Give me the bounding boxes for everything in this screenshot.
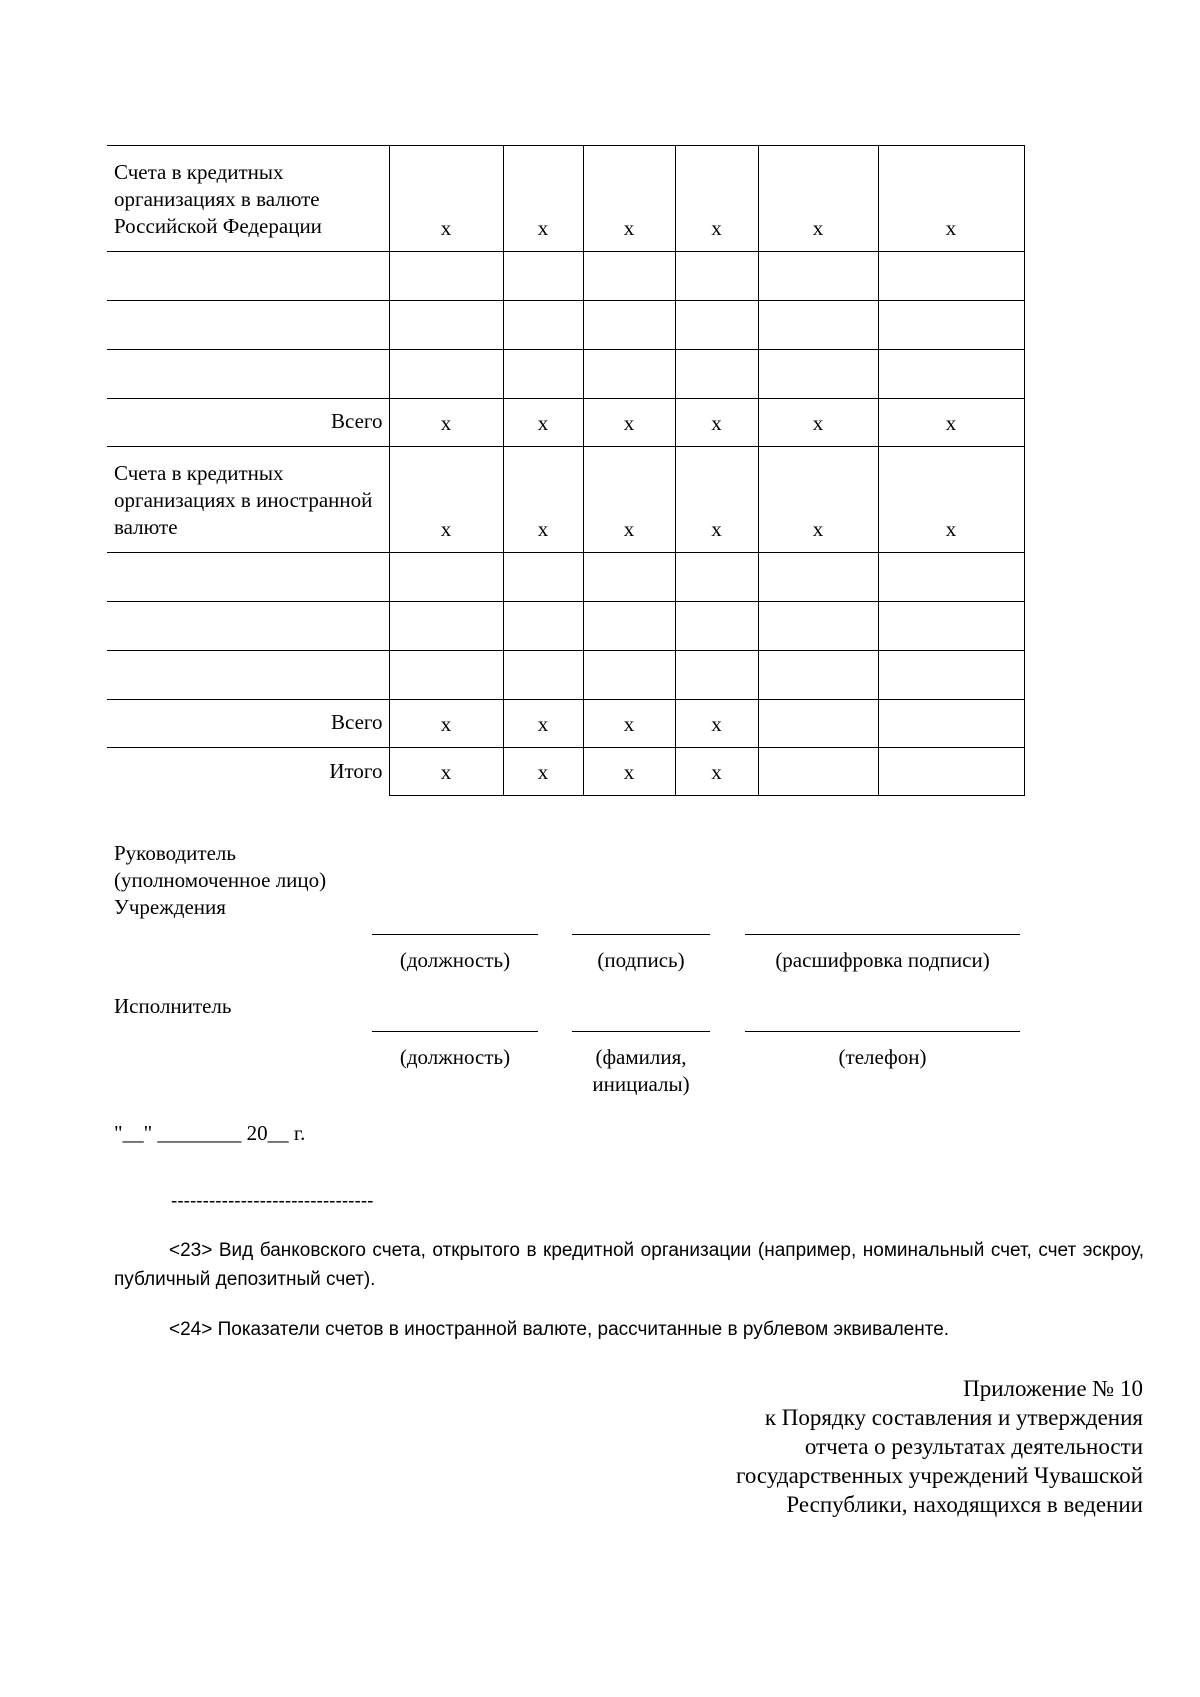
table-cell: x <box>503 748 583 796</box>
head-decoding-line <box>745 934 1020 935</box>
table-section-row <box>107 146 1024 252</box>
table-cell: x <box>503 399 583 447</box>
exec-name-line <box>572 1031 710 1032</box>
row-label: Итого <box>107 748 389 796</box>
table-cell: x <box>675 447 758 553</box>
table-cell: x <box>758 146 878 252</box>
table-empty-row <box>107 301 1024 350</box>
table-cell <box>758 350 878 399</box>
exec-phone-line <box>745 1031 1020 1032</box>
table-cell <box>878 748 1024 796</box>
table-cell <box>758 301 878 350</box>
table-cell: x <box>758 399 878 447</box>
table-cell: x <box>675 700 758 748</box>
accounts-table-body <box>107 146 1024 796</box>
table-cell <box>878 252 1024 301</box>
table-cell <box>758 252 878 301</box>
table-cell <box>758 748 878 796</box>
table-cell <box>389 553 503 602</box>
table-cell: x <box>675 399 758 447</box>
table-cell <box>389 301 503 350</box>
table-cell <box>503 301 583 350</box>
appendix-heading <box>736 1374 1143 1519</box>
appendix-line-1: Приложение № 10 <box>963 1376 1143 1401</box>
table-cell: x <box>878 447 1024 553</box>
table-cell <box>758 651 878 700</box>
table-total-row <box>107 399 1024 447</box>
table-cell: x <box>389 748 503 796</box>
table-cell <box>675 252 758 301</box>
exec-caption-name-2: инициалы) <box>592 1072 690 1096</box>
table-cell <box>389 252 503 301</box>
table-cell <box>878 651 1024 700</box>
table-section-row <box>107 447 1024 553</box>
table-cell <box>583 252 675 301</box>
table-cell: x <box>503 447 583 553</box>
table-cell: x <box>878 399 1024 447</box>
table-empty-row <box>107 651 1024 700</box>
table-cell: x <box>389 146 503 252</box>
row-label <box>107 602 389 651</box>
head-signature-line <box>572 934 710 935</box>
table-empty-row <box>107 602 1024 651</box>
appendix-line-3: отчета о результатах деятельности <box>804 1434 1143 1459</box>
table-total-row <box>107 748 1024 796</box>
table-cell <box>878 700 1024 748</box>
row-label: Всего <box>107 399 389 447</box>
exec-caption-position: (должность) <box>399 1045 511 1069</box>
table-cell <box>503 651 583 700</box>
row-label: Счета в кредитных организациях в иностранной валюте <box>107 447 389 553</box>
table-empty-row <box>107 252 1024 301</box>
table-cell: x <box>583 748 675 796</box>
date-line: "__" ________ 20__ г. <box>114 1121 306 1145</box>
table-cell <box>583 602 675 651</box>
exec-caption-phone: (телефон) <box>838 1045 927 1069</box>
row-label: Счета в кредитных организациях в валюте Российской Федерации <box>107 146 389 252</box>
head-label-line-2: (уполномоченное лицо) <box>114 868 327 892</box>
exec-caption-name-1: (фамилия, <box>595 1045 687 1069</box>
table-cell <box>503 252 583 301</box>
table-cell <box>389 651 503 700</box>
table-cell: x <box>583 447 675 553</box>
footnote-23: <23> Вид банковского счета, открытого в кредитной организации (например, номинальный счет, счет эскроу, публичный депозитный счет). <box>114 1240 1144 1290</box>
table-cell: x <box>389 447 503 553</box>
head-label-line-1: Руководитель <box>114 841 236 865</box>
table-total-row <box>107 700 1024 748</box>
appendix-line-5: Республики, находящихся в ведении <box>786 1492 1143 1517</box>
head-label-line-3: Учреждения <box>114 895 226 919</box>
table-empty-row <box>107 350 1024 399</box>
table-cell: x <box>675 748 758 796</box>
table-cell <box>389 602 503 651</box>
executor-label: Исполнитель <box>114 994 232 1018</box>
appendix-line-2: к Порядку составления и утверждения <box>764 1405 1143 1430</box>
table-cell <box>583 301 675 350</box>
table-cell <box>878 350 1024 399</box>
table-cell <box>503 602 583 651</box>
table-cell <box>675 350 758 399</box>
table-cell: x <box>503 700 583 748</box>
head-position-line <box>372 934 538 935</box>
table-cell <box>675 553 758 602</box>
table-cell <box>758 553 878 602</box>
footnote-separator: -------------------------------- <box>171 1191 374 1212</box>
table-cell: x <box>675 146 758 252</box>
accounts-table <box>107 145 1025 796</box>
table-cell <box>758 700 878 748</box>
table-cell <box>878 602 1024 651</box>
row-label <box>107 301 389 350</box>
table-cell <box>878 301 1024 350</box>
table-cell <box>675 301 758 350</box>
exec-position-line <box>372 1031 538 1032</box>
table-cell: x <box>758 447 878 553</box>
table-cell <box>675 651 758 700</box>
table-cell <box>503 553 583 602</box>
footnote-24: <24> Показатели счетов в иностранной валюте, рассчитанные в рублевом эквиваленте. <box>169 1319 950 1340</box>
head-caption-decoding: (расшифровка подписи) <box>775 948 990 972</box>
table-cell <box>503 350 583 399</box>
table-cell <box>675 602 758 651</box>
table-cell <box>878 553 1024 602</box>
row-label <box>107 252 389 301</box>
table-cell <box>758 602 878 651</box>
table-cell: x <box>583 146 675 252</box>
table-cell: x <box>389 700 503 748</box>
table-cell <box>583 350 675 399</box>
head-caption-position: (должность) <box>399 948 511 972</box>
table-cell <box>583 553 675 602</box>
row-label <box>107 350 389 399</box>
head-caption-signature: (подпись) <box>597 948 685 972</box>
table-cell: x <box>583 399 675 447</box>
table-cell <box>389 350 503 399</box>
table-cell: x <box>878 146 1024 252</box>
row-label <box>107 651 389 700</box>
table-cell: x <box>389 399 503 447</box>
table-cell <box>583 651 675 700</box>
row-label: Всего <box>107 700 389 748</box>
table-cell: x <box>583 700 675 748</box>
table-empty-row <box>107 553 1024 602</box>
table-cell: x <box>503 146 583 252</box>
appendix-line-4: государственных учреждений Чувашской <box>735 1463 1143 1488</box>
row-label <box>107 553 389 602</box>
